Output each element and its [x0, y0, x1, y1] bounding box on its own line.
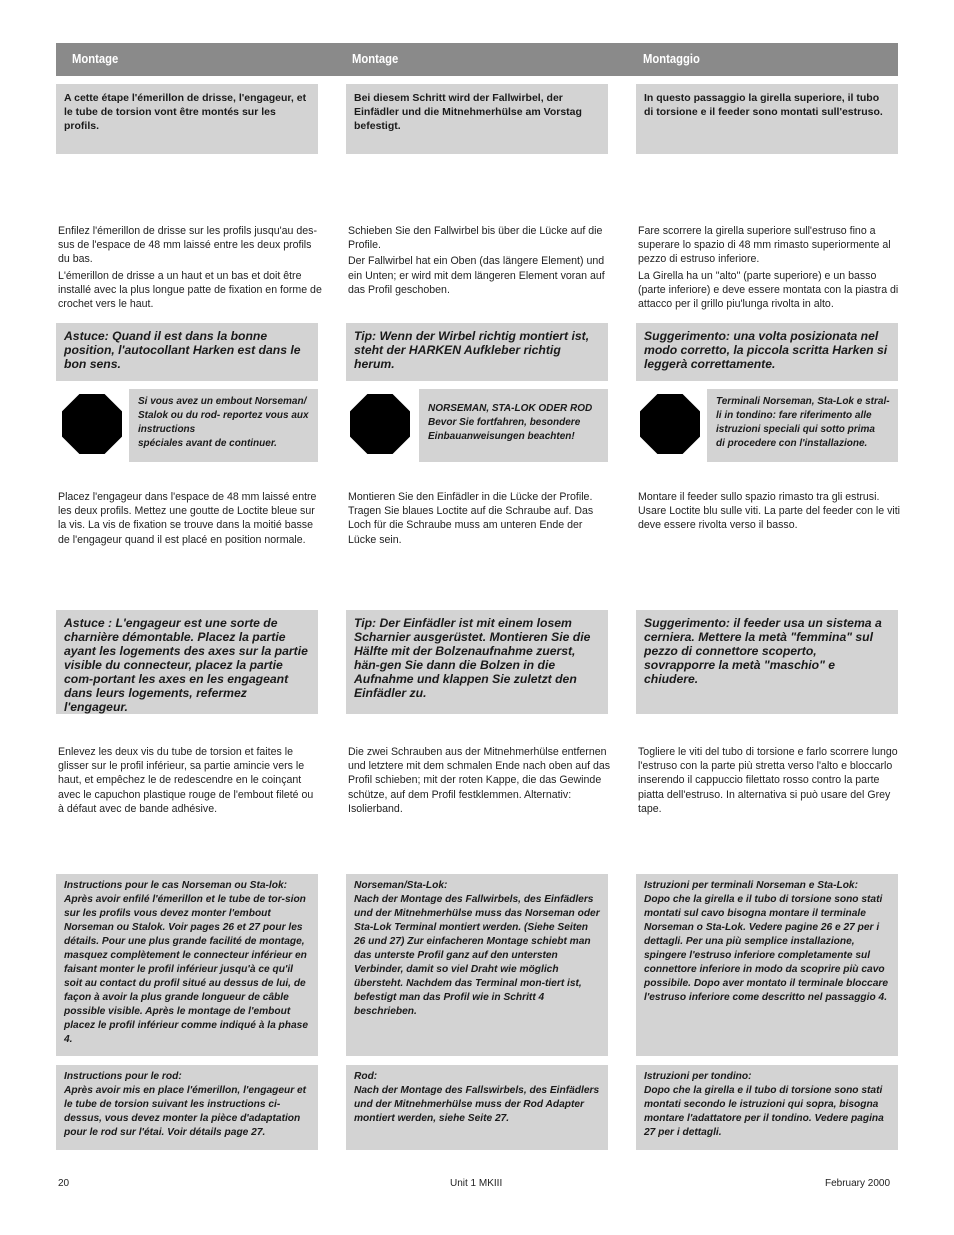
section1-text-de	[348, 224, 612, 299]
intro-box-de: Bei diesem Schritt wird der Fallwirbel, der Einfädler und die Mitnehmerhülse am Vorstag befestigt.	[346, 84, 608, 154]
unit-label: Unit 1 MKIII	[450, 1178, 503, 1189]
warning-line: spéciales avant de continuer.	[138, 438, 277, 449]
section3-text-it: Togliere le viti del tubo di torsione e farlo scorrere lungo l'estruso con la parte più stretta verso l'alto e bloccarlo inserendo il cappuccio filettato rosso contro la parte piatta dell'estruso. In alternativa si può usare del Grey tape.	[638, 746, 898, 815]
paragraph: Enfilez l'émerillon de drisse sur les profils jusqu'au des-sus de l'espace de 48 mm laissé entre les deux profils du bas.	[58, 225, 317, 266]
tip2-box-it: Suggerimento: il feeder usa un sistema a cerniera. Mettere la metà "femmina" sul pezzo di connettore scoperto, sovrapporre la metà "maschio" e chiudere.	[636, 610, 898, 714]
paragraph: L'émerillon de drisse a un haut et un bas et doit être installé avec la plus longue patte de fixation en forme de crochet vers le haut.	[58, 269, 322, 311]
paragraph: La Girella ha un "alto" (parte superiore) e un basso (parte inferiore) e deve essere montata con la piastra di attacco per il grillo piu'lunga rivolta in alto.	[638, 269, 899, 311]
tip-box-it: Suggerimento: una volta posizionata nel modo corretto, la piccola scritta Harken si leggerà correttamente.	[636, 323, 898, 381]
section1-text-it	[638, 224, 902, 313]
paragraph: Der Fallwirbel hat ein Oben (das längere Element) und ein Unten; er wird mit dem längeren Element voran auf das Profil geschoben.	[348, 255, 605, 296]
warning-line: Einbauanweisungen beachten!	[428, 431, 575, 442]
warning-line: Si vous avez un embout Norseman/	[138, 396, 307, 407]
warning-box-fr	[129, 389, 318, 462]
column-header-fr: Montage	[72, 52, 119, 66]
stop-sign-icon	[62, 394, 122, 454]
section3-text-fr: Enlevez les deux vis du tube de torsion et faites le glisser sur le profil inférieur, sa partie amincie vers le haut, et empêchez le de redescendre en le coinçant avec le capuchon plastique rouge de l'embout fileté ou à défaut avec de bande adhésive.	[58, 746, 314, 815]
section3-text-de: Die zwei Schrauben aus der Mitnehmerhülse entfernen und letztere mit dem schmalen Ende nach oben auf das Profil schieben; mit der roten Kappe, die das Gewinde schütze, auf dem Profil festklemmen. Alternativ: Isolierband.	[348, 746, 611, 815]
warning-line: Bevor Sie fortfahren, besondere	[428, 417, 581, 428]
column-header-de: Montage	[352, 52, 399, 66]
intro-box-fr: A cette étape l'émerillon de drisse, l'engageur, et le tube de torsion vont être montés sur les profils.	[56, 84, 318, 154]
norseman-box-de: Norseman/Sta-Lok: Nach der Montage des Fallwirbels, des Einfädlers und der Mitnehmerhülse muss das Norseman oder Sta-Lok Terminal montiert werden. (Siehe Seiten 26 und 27) Zur einfacheren Montage schiebt man das unterste Profil ganz auf den untersten Verbinder, damit so viel Draht wie möglich übersteht. Nachdem das Terminal mon-tiert ist, befestigt man das Profil wie in Schritt 4 beschrieben.	[346, 874, 608, 1056]
rod-box-de: Rod: Nach der Montage des Fallswirbels, des Einfädlers und der Mitnehmerhülse muss der Rod Adapter montiert werden, siehe Seite 27.	[346, 1065, 608, 1150]
warning-line: Stalok ou du rod- reportez vous aux	[138, 410, 309, 421]
tip2-box-fr: Astuce : L'engageur est une sorte de charnière démontable. Placez la partie ayant les logements des axes sur la partie visible du connecteur, placez la partie com-portant les axes en les engageant dans leurs logements, refermez l'engageur.	[56, 610, 318, 714]
section2-text-it: Montare il feeder sullo spazio rimasto tra gli estrusi. Usare Loctite blu sulle viti. La parte del feeder con le viti deve essere rivolta verso il basso.	[638, 491, 901, 532]
header-bar	[56, 43, 898, 76]
warning-line: NORSEMAN, STA-LOK ODER ROD	[428, 403, 593, 414]
page-number: 20	[58, 1178, 70, 1189]
stop-sign-icon	[350, 394, 410, 454]
warning-line: instructions	[138, 424, 196, 435]
section2-text-fr: Placez l'engageur dans l'espace de 48 mm laissé entre les deux profils. Mettez une goutte de Loctite bleue sur la vis. La vis de fixation se trouve dans la moitié basse de l'engageur quand il est placé en position normale.	[58, 491, 317, 546]
tip2-box-de: Tip: Der Einfädler ist mit einem losem Scharnier ausgerüstet. Montieren Sie die Hälfte mit der Bolzenaufnahme zuerst, hän-gen Sie dann die Bolzen in die Aufnahme und klappen Sie zuletzt den Einfädler zu.	[346, 610, 608, 714]
intro-box-it: In questo passaggio la girella superiore, il tubo di torsione e il feeder sono montati sull'estruso.	[636, 84, 898, 154]
section1-text-fr	[58, 224, 322, 313]
norseman-box-fr: Instructions pour le cas Norseman ou Sta-lok: Après avoir enfilé l'émerillon et le tube de tor-sion sur les profils vous devez monter l'embout Norseman ou Stalok. Voir pages 26 et 27 pour les détails. Pour une plus grande facilité de montage, masquez complètement le connecteur inférieur en faisant monter le profil inférieur jusqu'à ce qu'il soit au contact du profil situé au dessus de lui, de façon à avoir la plus grande longueur de câble possible visible. Après le montage de l'embout placez le profil inférieur comme indiqué à la phase 4.	[56, 874, 318, 1056]
warning-line: di procedere con l'installazione.	[716, 438, 868, 449]
date-label: February 2000	[825, 1178, 891, 1189]
rod-box-fr: Instructions pour le rod: Après avoir mis en place l'émerillon, l'engageur et le tube de torsion suivant les instructions ci-dessus, vous devez monter la pièce d'adaptation pour le rod sur l'étai. Voir détails page 27.	[56, 1065, 318, 1150]
paragraph: Fare scorrere la girella superiore sull'estruso fino a superare lo spazio di 48 mm rimasto superiormente al pezzo di estruso inferiore.	[638, 225, 891, 266]
rod-box-it: Istruzioni per tondino: Dopo che la girella e il tubo di torsione sono stati montati secondo le istruzioni qui sopra, bisogna montare l'adattatore per il tondino. Vedere pagina 27 per i dettagli.	[636, 1065, 898, 1150]
stop-sign-icon	[640, 394, 700, 454]
warning-line: Terminali Norseman, Sta-Lok e stral-	[716, 396, 890, 407]
paragraph: Schieben Sie den Fallwirbel bis über die Lücke auf die Profile.	[348, 225, 603, 252]
section2-text-de: Montieren Sie den Einfädler in die Lücke der Profile. Tragen Sie blaues Loctite auf die Schraube auf. Das Loch für die Schraube muss am unteren Ende der Lücke sein.	[348, 491, 594, 546]
norseman-box-it: Istruzioni per terminali Norseman e Sta-Lok: Dopo che la girella e il tubo di torsione sono stati montati sul cavo bisogna montare il terminale Norseman o Sta-Lok. Vedere pagine 26 e 27 per i dettagli. Per una più semplice installazione, spingere l'estruso inferiore completamente sul connettore inferiore in modo da scoprire più cavo possibile. Dopo aver montato il terminale bloccare l'estruso inferiore come descritto nel passaggio 4.	[636, 874, 898, 1056]
warning-line: li in tondino: fare riferimento alle	[716, 410, 872, 421]
warning-box-it	[707, 389, 898, 462]
tip-box-fr: Astuce: Quand il est dans la bonne position, l'autocollant Harken est dans le bon sens.	[56, 323, 318, 381]
tip-box-de: Tip: Wenn der Wirbel richtig montiert ist, steht der HARKEN Aufkleber richtig herum.	[346, 323, 608, 381]
column-header-it: Montaggio	[643, 52, 700, 66]
warning-line: istruzioni speciali qui sotto prima	[716, 424, 875, 435]
warning-box-de	[419, 389, 608, 462]
